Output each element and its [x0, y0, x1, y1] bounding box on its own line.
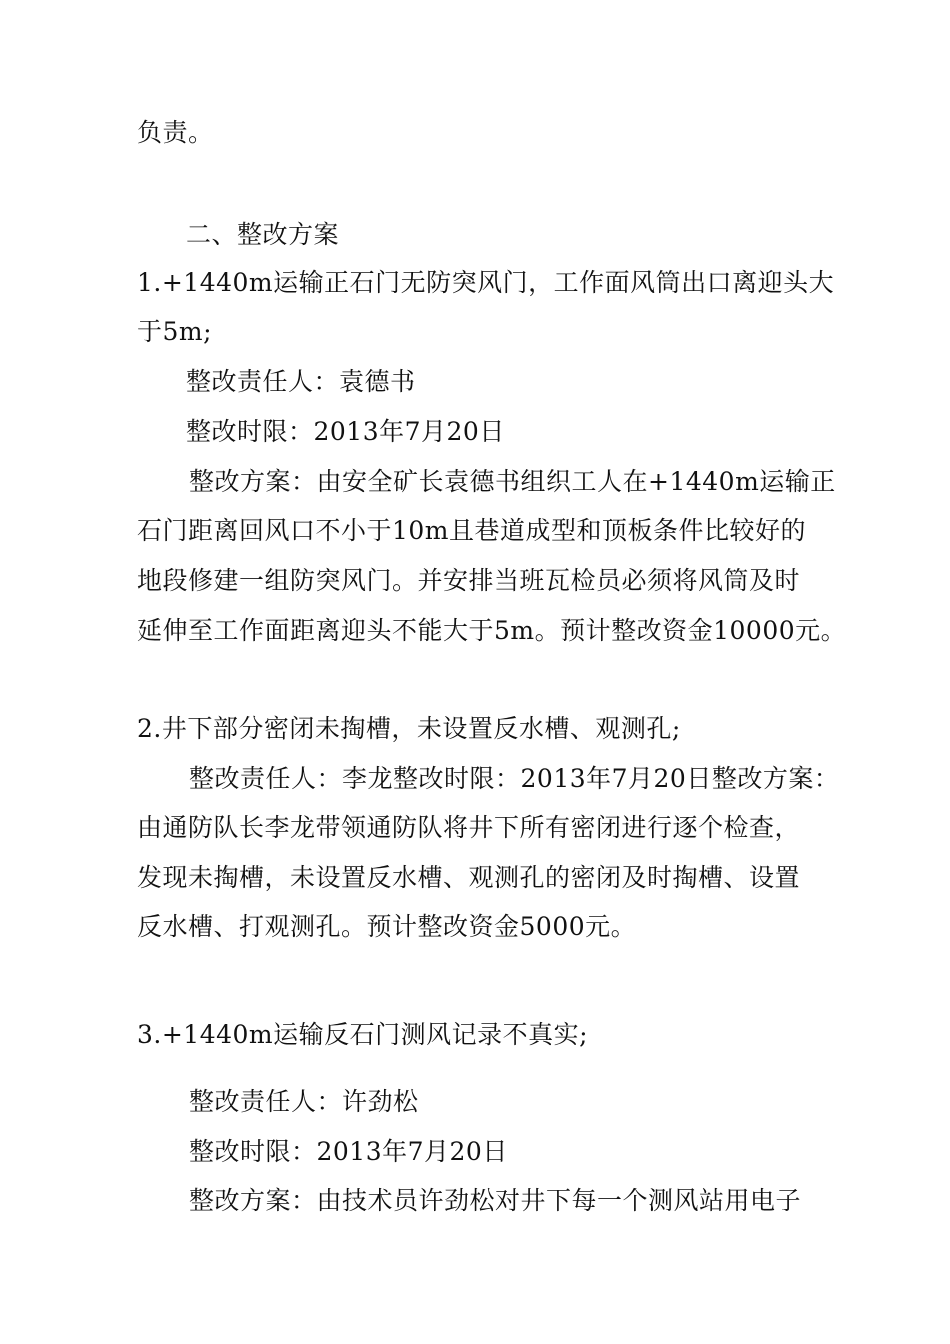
item2-line1: 整改责任人：李龙整改时限：2013年7月20日整改方案：: [189, 764, 840, 793]
item3-responsible: 整改责任人：许劲松: [189, 1087, 419, 1116]
item2-line4: 反水槽、打观测孔。预计整改资金5000元。: [137, 912, 637, 941]
item1-deadline: 整改时限：2013年7月20日: [186, 417, 505, 446]
item1-responsible: 整改责任人：袁德书: [186, 367, 416, 396]
item3-plan-line1: 整改方案：由技术员许劲松对井下每一个测风站用电子: [189, 1186, 802, 1215]
item2-title: 2.井下部分密闭未掏槽，未设置反水槽、观测孔;: [137, 714, 681, 743]
item2-line2: 由通防队长李龙带领通防队将井下所有密闭进行逐个检查，: [137, 813, 801, 842]
item2-line3: 发现未掏槽，未设置反水槽、观测孔的密闭及时掏槽、设置: [137, 863, 801, 892]
item3-deadline: 整改时限：2013年7月20日: [189, 1137, 508, 1166]
item1-title-line2: 于5m;: [137, 317, 213, 346]
item3-title: 3.+1440m运输反石门测风记录不真实;: [137, 1020, 589, 1049]
item1-plan-line1: 整改方案：由安全矿长袁德书组织工人在+1440m运输正: [189, 467, 836, 496]
section-heading: 二、整改方案: [186, 220, 340, 249]
item1-title-line1: 1.+1440m运输正石门无防突风门，工作面风筒出口离迎头大: [137, 268, 835, 297]
intro-tail-text: 负责。: [137, 118, 214, 147]
item1-plan-line2: 石门距离回风口不小于10m且巷道成型和顶板条件比较好的: [137, 516, 807, 545]
item1-plan-line4: 延伸至工作面距离迎头不能大于5m。预计整改资金10000元。: [137, 616, 847, 645]
item1-plan-line3: 地段修建一组防突风门。并安排当班瓦检员必须将风筒及时: [137, 566, 801, 595]
